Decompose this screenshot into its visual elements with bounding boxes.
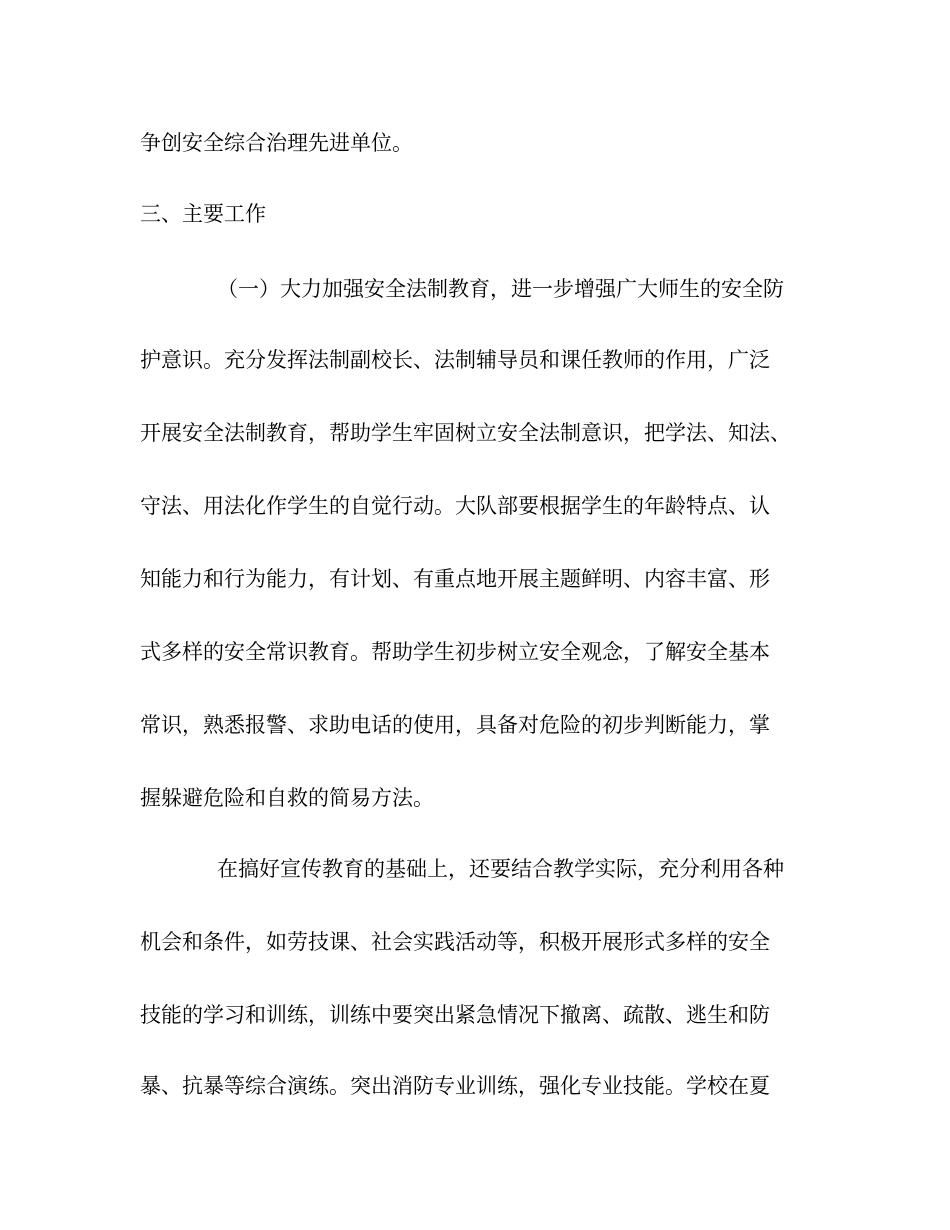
paragraph-line: 握躲避危险和自救的简易方法。 <box>140 786 434 810</box>
paragraph-line: 常识，熟悉报警、求助电话的使用，具备对危险的初步判断能力，掌 <box>140 713 770 737</box>
paragraph-line: 机会和条件，如劳技课、社会实践活动等，积极开展形式多样的安全 <box>140 930 770 954</box>
paragraph-line: 守法、用法化作学生的自觉行动。大队部要根据学生的年龄特点、认 <box>140 494 770 518</box>
paragraph-line: 暴、抗暴等综合演练。突出消防专业训练，强化专业技能。学校在夏 <box>140 1074 770 1098</box>
paragraph-line: 护意识。充分发挥法制副校长、法制辅导员和课任教师的作用，广泛 <box>140 348 770 372</box>
paragraph-line: 争创安全综合治理先进单位。 <box>140 131 413 155</box>
paragraph-line: 式多样的安全常识教育。帮助学生初步树立安全观念，了解安全基本 <box>140 640 770 664</box>
paragraph-line: 开展安全法制教育，帮助学生牢固树立安全法制意识，把学法、知法、 <box>140 421 791 445</box>
paragraph-line: 知能力和行为能力，有计划、有重点地开展主题鲜明、内容丰富、形 <box>140 567 770 591</box>
paragraph-line: （一）大力加强安全法制教育，进一步增强广大师生的安全防 <box>217 277 784 301</box>
section-heading: 三、主要工作 <box>140 202 266 226</box>
paragraph-line: 在搞好宣传教育的基础上，还要结合教学实际，充分利用各种 <box>217 857 784 881</box>
paragraph-line: 技能的学习和训练，训练中要突出紧急情况下撤离、疏散、逃生和防 <box>140 1003 770 1027</box>
